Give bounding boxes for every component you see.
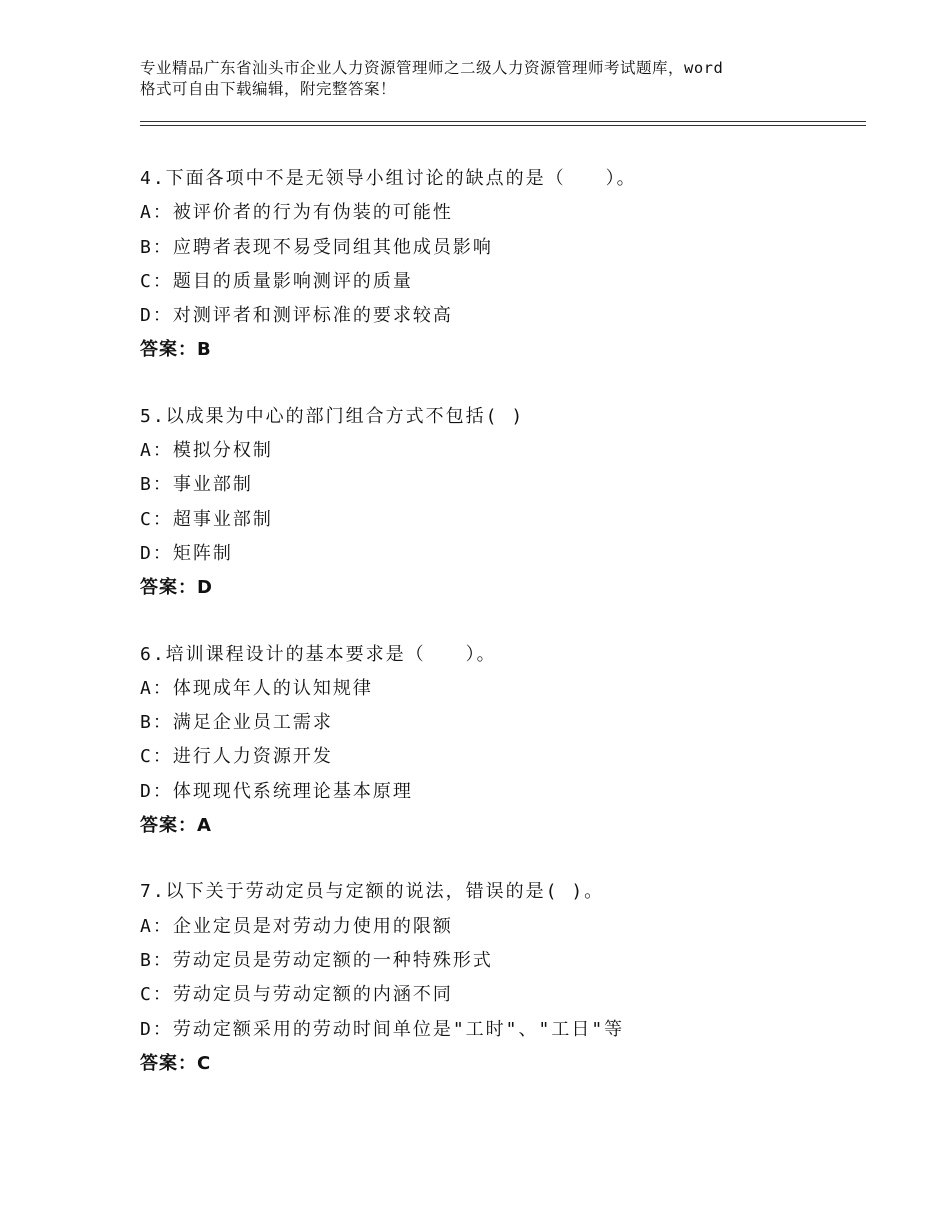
question-stem: 6.培训课程设计的基本要求是（ ）。 <box>140 643 497 665</box>
option-a: A：体现成年人的认知规律 <box>140 677 373 699</box>
header-divider-top <box>140 121 866 122</box>
question-stem: 7.以下关于劳动定员与定额的说法，错误的是( )。 <box>140 881 605 903</box>
answer-label: 答案：B <box>140 339 212 361</box>
option-d: D：矩阵制 <box>140 542 233 564</box>
question-6 <box>140 638 880 844</box>
answer-label: 答案：D <box>140 577 213 599</box>
question-list <box>140 162 880 1113</box>
question-5 <box>140 400 880 606</box>
option-b: B：满足企业员工需求 <box>140 712 333 734</box>
option-c: C：超事业部制 <box>140 508 273 530</box>
question-4 <box>140 162 880 368</box>
option-d: D：劳动定额采用的劳动时间单位是"工时"、"工日"等 <box>140 1018 625 1040</box>
answer-label: 答案：A <box>140 815 212 837</box>
option-c: C：进行人力资源开发 <box>140 746 333 768</box>
option-a: A：企业定员是对劳动力使用的限额 <box>140 915 453 937</box>
option-b: B：劳动定员是劳动定额的一种特殊形式 <box>140 949 493 971</box>
question-stem: 5.以成果为中心的部门组合方式不包括( ) <box>140 405 525 427</box>
option-d: D：体现现代系统理论基本原理 <box>140 780 413 802</box>
header-title-line-2: 格式可自由下载编辑，附完整答案！ <box>140 80 397 98</box>
question-7 <box>140 875 880 1081</box>
header-divider-bottom <box>140 125 866 126</box>
option-a: A：模拟分权制 <box>140 440 273 462</box>
option-b: B：应聘者表现不易受同组其他成员影响 <box>140 236 493 258</box>
option-d: D：对测评者和测评标准的要求较高 <box>140 305 453 327</box>
question-stem: 4.下面各项中不是无领导小组讨论的缺点的是（ ）。 <box>140 168 637 189</box>
answer-label: 答案：C <box>140 1052 212 1074</box>
option-a: A：被评价者的行为有伪装的可能性 <box>140 202 453 224</box>
header-title-line-1: 专业精品广东省汕头市企业人力资源管理师之二级人力资源管理师考试题库，word <box>140 59 724 77</box>
option-c: C：劳动定员与劳动定额的内涵不同 <box>140 984 453 1006</box>
option-c: C：题目的质量影响测评的质量 <box>140 270 413 292</box>
document-header <box>140 58 840 100</box>
option-b: B：事业部制 <box>140 474 253 496</box>
